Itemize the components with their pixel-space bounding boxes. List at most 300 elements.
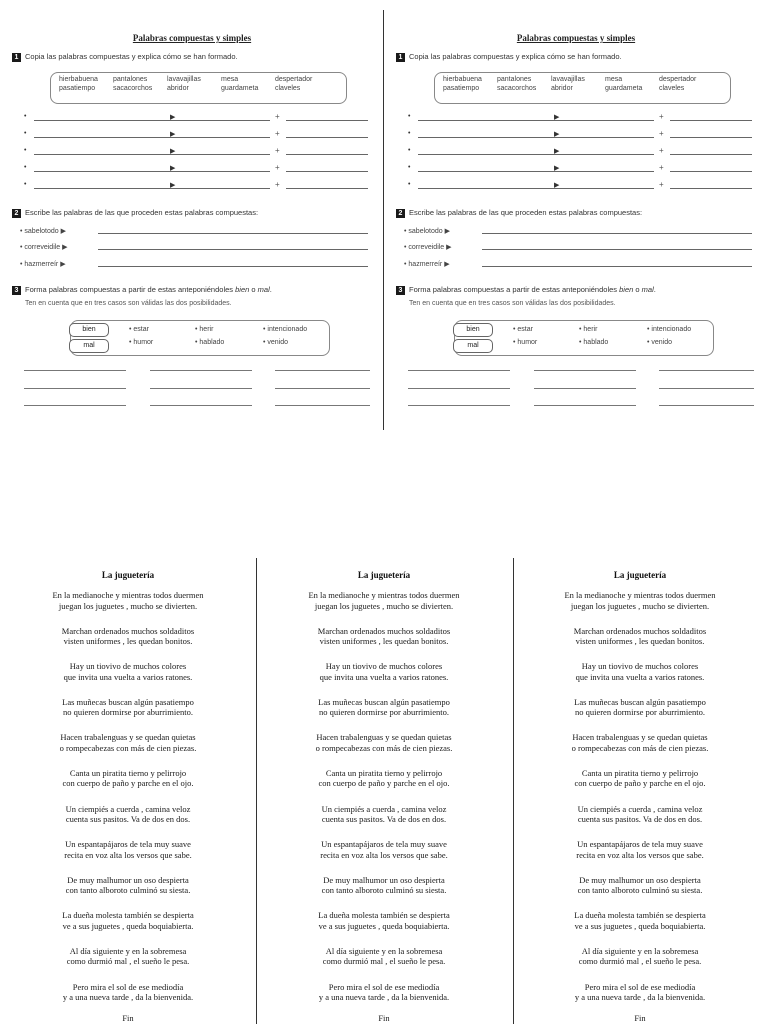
q2-word: sabelotodo bbox=[408, 228, 443, 235]
poem-line: Hacen trabalenguas y se quedan quietas bbox=[316, 732, 452, 743]
bullet: • bbox=[129, 326, 132, 333]
poem-line: Las muñecas buscan algún pasatiempo bbox=[62, 696, 194, 707]
question-number: 3 bbox=[396, 286, 405, 295]
poem-line: En la medianoche y mientras todos duermen bbox=[52, 590, 204, 600]
poem-line: que invita una vuelta a varios ratones. bbox=[63, 671, 193, 682]
poem-column-1 bbox=[0, 560, 256, 1024]
question-3-mal: mal bbox=[641, 285, 654, 294]
prefix-word-text: hablado bbox=[199, 339, 225, 346]
poem-line: Hay un tiovivo de muchos colores bbox=[69, 661, 187, 672]
answer-line[interactable] bbox=[180, 137, 270, 138]
answer-line[interactable] bbox=[98, 233, 368, 234]
question-3-text: Forma palabras compuestas a partir de estas anteponiéndoles bbox=[25, 285, 236, 294]
word-bank-item: claveles bbox=[659, 85, 685, 92]
poem-stanza bbox=[256, 590, 512, 611]
answer-line[interactable] bbox=[670, 171, 752, 172]
poem-stanza bbox=[512, 875, 768, 896]
poem-stanza bbox=[0, 626, 256, 647]
bullet: • bbox=[408, 181, 411, 188]
bullet: • bbox=[195, 339, 198, 346]
question-1-text: Copia las palabras compuestas y explica cómo se han formado. bbox=[409, 52, 622, 61]
prefix-word bbox=[647, 339, 672, 346]
poem-line: no quieren dormirse por aburrimiento. bbox=[574, 707, 706, 718]
question-number: 1 bbox=[12, 53, 21, 62]
answer-line[interactable] bbox=[534, 370, 636, 371]
poem-line: Pero mira el sol de ese mediodía bbox=[72, 981, 184, 992]
prefix-word-text: humor bbox=[517, 339, 538, 346]
answer-line[interactable] bbox=[482, 249, 752, 250]
answer-line[interactable] bbox=[150, 405, 252, 406]
plus-icon: + bbox=[659, 180, 664, 189]
arrow-icon: ▶ bbox=[554, 131, 560, 138]
question-2 bbox=[12, 208, 258, 218]
answer-line[interactable] bbox=[180, 171, 270, 172]
plus-icon: + bbox=[659, 146, 664, 155]
word-bank-item: sacacorchos bbox=[113, 85, 153, 92]
poem-stanza bbox=[256, 626, 512, 647]
prefix-word-text: humor bbox=[133, 339, 154, 346]
bullet: • bbox=[263, 326, 266, 333]
answer-line[interactable] bbox=[418, 120, 568, 121]
worksheet-right bbox=[384, 0, 768, 430]
poem-line: o rompecabezas con más de cien piezas. bbox=[571, 742, 709, 753]
answer-row bbox=[404, 165, 754, 175]
plus-icon: + bbox=[275, 129, 280, 138]
poem-line: como durmió mal , el sueño le pesa. bbox=[322, 956, 446, 967]
question-3-mid: o bbox=[249, 285, 258, 294]
word-bank-item: lavavajillas bbox=[551, 76, 585, 83]
prefix-word bbox=[263, 339, 288, 346]
bullet: • bbox=[24, 164, 27, 171]
prefix-word-text: intencionado bbox=[651, 326, 692, 333]
arrow-icon: ▶ bbox=[62, 244, 68, 251]
answer-line[interactable] bbox=[34, 154, 184, 155]
poem-line: Marchan ordenados muchos soldaditos bbox=[61, 625, 195, 636]
poem-stanza bbox=[0, 804, 256, 825]
prefix-word-text: hablado bbox=[583, 339, 609, 346]
poem-stanza bbox=[256, 697, 512, 718]
arrow-icon: ▶ bbox=[444, 261, 450, 268]
bullet: • bbox=[579, 339, 582, 346]
answer-line[interactable] bbox=[670, 188, 752, 189]
poem-stanza bbox=[512, 590, 768, 611]
poem-line: Un espantapájaros de tela muy suave bbox=[577, 839, 703, 850]
bullet: • bbox=[195, 326, 198, 333]
poem-line: Pero mira el sol de ese mediodía bbox=[328, 981, 440, 992]
poem-stanza bbox=[512, 910, 768, 931]
question-number: 2 bbox=[12, 209, 21, 218]
poem-stanza bbox=[512, 697, 768, 718]
bullet: • bbox=[408, 113, 411, 120]
word-bank-item: guardameta bbox=[605, 85, 643, 92]
word-bank-item: despertador bbox=[659, 76, 697, 83]
answer-line[interactable] bbox=[659, 370, 754, 371]
answer-line[interactable] bbox=[534, 388, 636, 389]
bullet: • bbox=[513, 339, 516, 346]
poem-line: Pero mira el sol de ese mediodía bbox=[584, 981, 696, 992]
poem-stanza bbox=[512, 768, 768, 789]
word-bank-item: pantalones bbox=[113, 76, 148, 83]
answer-line[interactable] bbox=[98, 249, 368, 250]
plus-icon: + bbox=[659, 163, 664, 172]
poem-line: ve a sus juguetes , queda boquiabierta. bbox=[574, 920, 706, 931]
poem-stanza bbox=[512, 946, 768, 967]
poem-line: La dueña molesta también se despierta bbox=[574, 910, 706, 921]
word-bank-item: lavavajillas bbox=[167, 76, 201, 83]
arrow-icon: ▶ bbox=[554, 148, 560, 155]
bullet: • bbox=[647, 339, 650, 346]
answer-line[interactable] bbox=[670, 120, 752, 121]
answer-row bbox=[404, 148, 754, 158]
poem-stanza bbox=[0, 839, 256, 860]
answer-line[interactable] bbox=[670, 154, 752, 155]
word-bank-item: sacacorchos bbox=[497, 85, 537, 92]
poem-line: En la medianoche y mientras todos duermen bbox=[564, 590, 716, 600]
bullet: • bbox=[263, 339, 266, 346]
poem-stanza bbox=[0, 697, 256, 718]
prefix-word bbox=[195, 326, 213, 333]
q2-row bbox=[20, 227, 370, 235]
poem-line: Las muñecas buscan algún pasatiempo bbox=[318, 696, 450, 707]
poem-stanza bbox=[256, 839, 512, 860]
word-bank-item: abridor bbox=[551, 85, 573, 92]
answer-line[interactable] bbox=[408, 405, 510, 406]
plus-icon: + bbox=[275, 180, 280, 189]
word-bank bbox=[59, 76, 329, 92]
poem-line: cuenta sus pasitos. Va de dos en dos. bbox=[65, 814, 191, 825]
prefix-word-text: estar bbox=[133, 326, 149, 333]
answer-line[interactable] bbox=[286, 171, 368, 172]
answer-line[interactable] bbox=[408, 388, 510, 389]
q2-word: hazmerreír bbox=[408, 261, 443, 268]
q2-row bbox=[404, 260, 754, 268]
word-bank-item: hierbabuena bbox=[59, 76, 98, 83]
word-bank-box bbox=[50, 72, 347, 104]
poem-line: Canta un piratita tierno y pelirrojo bbox=[325, 767, 443, 778]
poem-line: visten uniformes , les quedan bonitos. bbox=[319, 636, 449, 647]
answer-line[interactable] bbox=[24, 405, 126, 406]
answer-row bbox=[20, 148, 370, 158]
question-2 bbox=[396, 208, 642, 218]
arrow-icon: ▶ bbox=[446, 244, 452, 251]
q2-row bbox=[20, 243, 370, 251]
poem-end: Fin bbox=[378, 1013, 390, 1024]
question-number: 3 bbox=[12, 286, 21, 295]
prefix-word bbox=[513, 339, 537, 346]
answer-line[interactable] bbox=[24, 388, 126, 389]
word-bank-item: guardameta bbox=[221, 85, 259, 92]
question-number: 2 bbox=[396, 209, 405, 218]
poem-line: como durmió mal , el sueño le pesa. bbox=[578, 956, 702, 967]
prefix-mal: mal bbox=[69, 339, 109, 353]
poem-stanza bbox=[512, 839, 768, 860]
bullet: • bbox=[404, 244, 407, 251]
bullet: • bbox=[24, 130, 27, 137]
q2-word: sabelotodo bbox=[24, 228, 59, 235]
word-bank-item: pasatiempo bbox=[59, 85, 96, 92]
poem-line: con tanto alboroto culminó su siesta. bbox=[321, 885, 447, 896]
poem-line: ve a sus juguetes , queda boquiabierta. bbox=[62, 920, 194, 931]
poem-line: no quieren dormirse por aburrimiento. bbox=[318, 707, 450, 718]
poem-line: cuenta sus pasitos. Va de dos en dos. bbox=[321, 814, 447, 825]
answer-line[interactable] bbox=[564, 188, 654, 189]
plus-icon: + bbox=[275, 112, 280, 121]
answer-line[interactable] bbox=[34, 137, 184, 138]
poem-line: Al día siguiente y en la sobremesa bbox=[581, 945, 699, 956]
bullet: • bbox=[24, 147, 27, 154]
poem-stanza bbox=[256, 768, 512, 789]
answer-line[interactable] bbox=[408, 370, 510, 371]
prefix-word-text: herir bbox=[583, 326, 598, 333]
prefix-word bbox=[129, 326, 149, 333]
poem-line: cuenta sus pasitos. Va de dos en dos. bbox=[577, 814, 703, 825]
question-3-mid: o bbox=[633, 285, 642, 294]
poem-stanza bbox=[256, 946, 512, 967]
answer-row bbox=[404, 114, 754, 124]
answer-row bbox=[404, 131, 754, 141]
answer-line[interactable] bbox=[180, 120, 270, 121]
answer-line[interactable] bbox=[482, 233, 752, 234]
worksheet-title: Palabras compuestas y simples bbox=[132, 33, 252, 43]
arrow-icon: ▶ bbox=[60, 261, 66, 268]
arrow-icon: ▶ bbox=[170, 182, 176, 189]
answer-line[interactable] bbox=[418, 188, 568, 189]
poem-line: De muy malhumor un oso despierta bbox=[579, 874, 701, 885]
poem-line: con cuerpo de paño y parche en el ojo. bbox=[574, 778, 706, 789]
poem-stanza bbox=[256, 875, 512, 896]
word-bank-item: hierbabuena bbox=[443, 76, 482, 83]
bullet: • bbox=[408, 130, 411, 137]
answer-line[interactable] bbox=[275, 370, 370, 371]
poem-line: como durmió mal , el sueño le pesa. bbox=[66, 956, 190, 967]
prefix-bien: bien bbox=[453, 323, 493, 337]
bullet: • bbox=[513, 326, 516, 333]
prefix-word-text: herir bbox=[199, 326, 214, 333]
poem-column-2 bbox=[256, 560, 512, 1024]
poem-stanza bbox=[512, 982, 768, 1003]
answer-line[interactable] bbox=[418, 154, 568, 155]
answer-row bbox=[20, 182, 370, 192]
poem-line: Al día siguiente y en la sobremesa bbox=[325, 945, 443, 956]
poem-line: recita en voz alta los versos que sabe. bbox=[64, 849, 192, 860]
answer-line[interactable] bbox=[564, 120, 654, 121]
poem-line: Hacen trabalenguas y se quedan quietas bbox=[572, 732, 708, 743]
answer-line[interactable] bbox=[150, 388, 252, 389]
poem-stanza bbox=[512, 732, 768, 753]
poem-line: De muy malhumor un oso despierta bbox=[67, 874, 189, 885]
q2-word: hazmerreír bbox=[24, 261, 59, 268]
poem-line: Hay un tiovivo de muchos colores bbox=[581, 661, 699, 672]
answer-line[interactable] bbox=[534, 405, 636, 406]
poem-line: Marchan ordenados muchos soldaditos bbox=[573, 625, 707, 636]
answer-line[interactable] bbox=[98, 266, 368, 267]
plus-icon: + bbox=[659, 112, 664, 121]
prefix-word bbox=[647, 326, 691, 333]
word-bank-item: abridor bbox=[167, 85, 189, 92]
answer-line[interactable] bbox=[34, 120, 184, 121]
word-bank bbox=[443, 76, 713, 92]
answer-row bbox=[20, 114, 370, 124]
poem-line: De muy malhumor un oso despierta bbox=[323, 874, 445, 885]
poem-stanza bbox=[0, 910, 256, 931]
prefix-box bbox=[70, 320, 330, 356]
q2-word: correveidile bbox=[24, 244, 61, 251]
poem-line: con cuerpo de paño y parche en el ojo. bbox=[62, 778, 194, 789]
answer-line[interactable] bbox=[659, 388, 754, 389]
poem-line: y a una nueva tarde , da la bienvenida. bbox=[318, 992, 450, 1003]
poem-stanza bbox=[512, 661, 768, 682]
poem-line: Hacen trabalenguas y se quedan quietas bbox=[60, 732, 196, 743]
poem-column-3 bbox=[512, 560, 768, 1024]
poem-line: visten uniformes , les quedan bonitos. bbox=[575, 636, 705, 647]
q2-word: correveidile bbox=[408, 244, 445, 251]
poem-end: Fin bbox=[122, 1013, 134, 1024]
poem-title: La juguetería bbox=[357, 570, 411, 580]
poem-line: recita en voz alta los versos que sabe. bbox=[576, 849, 704, 860]
question-3-bien: bien bbox=[235, 285, 250, 294]
answer-line[interactable] bbox=[180, 188, 270, 189]
poem-stanza bbox=[256, 661, 512, 682]
answer-line[interactable] bbox=[418, 137, 568, 138]
poem-line: ve a sus juguetes , queda boquiabierta. bbox=[318, 920, 450, 931]
question-2-text: Escribe las palabras de las que proceden estas palabras compuestas: bbox=[25, 208, 259, 217]
poem-line: y a una nueva tarde , da la bienvenida. bbox=[62, 992, 194, 1003]
prefix-word bbox=[195, 339, 224, 346]
question-3-bien: bien bbox=[619, 285, 634, 294]
word-bank-box bbox=[434, 72, 731, 104]
poem-end: Fin bbox=[634, 1013, 646, 1024]
question-3-note: Ten en cuenta que en tres casos son válidas las dos posibilidades. bbox=[25, 300, 232, 307]
question-3-mal: mal bbox=[257, 285, 270, 294]
bullet: • bbox=[24, 113, 27, 120]
plus-icon: + bbox=[275, 146, 280, 155]
poem-line: La dueña molesta también se despierta bbox=[318, 910, 450, 921]
worksheet-title: Palabras compuestas y simples bbox=[516, 33, 636, 43]
bullet: • bbox=[579, 326, 582, 333]
bullet: • bbox=[20, 261, 23, 268]
answer-line[interactable] bbox=[286, 120, 368, 121]
prefix-word-text: estar bbox=[517, 326, 533, 333]
answer-line[interactable] bbox=[286, 188, 368, 189]
prefix-mal: mal bbox=[453, 339, 493, 353]
answer-line[interactable] bbox=[34, 171, 184, 172]
word-bank-item: pantalones bbox=[497, 76, 532, 83]
prefix-word bbox=[263, 326, 307, 333]
q2-row bbox=[20, 260, 370, 268]
poem-line: o rompecabezas con más de cien piezas. bbox=[315, 742, 453, 753]
answer-line[interactable] bbox=[659, 405, 754, 406]
poem-stanza bbox=[0, 982, 256, 1003]
arrow-icon: ▶ bbox=[554, 165, 560, 172]
worksheet-divider bbox=[383, 10, 384, 430]
answer-line[interactable] bbox=[482, 266, 752, 267]
arrow-icon: ▶ bbox=[554, 114, 560, 121]
poem-stanza bbox=[256, 982, 512, 1003]
poem-line: no quieren dormirse por aburrimiento. bbox=[62, 707, 194, 718]
plus-icon: + bbox=[275, 163, 280, 172]
question-3-post: . bbox=[653, 285, 656, 294]
answer-line[interactable] bbox=[564, 137, 654, 138]
bullet: • bbox=[20, 244, 23, 251]
answer-line[interactable] bbox=[34, 188, 184, 189]
poem-line: recita en voz alta los versos que sabe. bbox=[320, 849, 448, 860]
poem-stanza bbox=[0, 661, 256, 682]
prefix-word bbox=[579, 326, 597, 333]
question-3-text: Forma palabras compuestas a partir de estas anteponiéndoles bbox=[409, 285, 620, 294]
arrow-icon: ▶ bbox=[170, 114, 176, 121]
poem-line: juegan los juguetes , mucho se divierten. bbox=[314, 600, 454, 611]
answer-line[interactable] bbox=[180, 154, 270, 155]
arrow-icon: ▶ bbox=[60, 228, 67, 235]
question-2-text: Escribe las palabras de las que proceden estas palabras compuestas: bbox=[409, 208, 643, 217]
poem-line: Canta un piratita tierno y pelirrojo bbox=[69, 767, 187, 778]
bullet: • bbox=[647, 326, 650, 333]
poem-line: o rompecabezas con más de cien piezas. bbox=[59, 742, 197, 753]
answer-line[interactable] bbox=[670, 137, 752, 138]
bullet: • bbox=[129, 339, 132, 346]
answer-line[interactable] bbox=[24, 370, 126, 371]
answer-line[interactable] bbox=[564, 154, 654, 155]
arrow-icon: ▶ bbox=[170, 165, 176, 172]
bullet: • bbox=[408, 164, 411, 171]
poem-line: Hay un tiovivo de muchos colores bbox=[325, 661, 443, 672]
prefix-word bbox=[579, 339, 608, 346]
poem-stanza bbox=[256, 732, 512, 753]
poem-title: La juguetería bbox=[613, 570, 667, 580]
prefix-bien: bien bbox=[69, 323, 109, 337]
answer-row bbox=[404, 182, 754, 192]
poem-line: visten uniformes , les quedan bonitos. bbox=[63, 636, 193, 647]
answer-line[interactable] bbox=[286, 154, 368, 155]
arrow-icon: ▶ bbox=[444, 228, 451, 235]
poem-line: Un ciempiés a cuerda , camina veloz bbox=[65, 803, 191, 814]
question-1 bbox=[12, 52, 238, 62]
poem-line: En la medianoche y mientras todos duermen bbox=[308, 590, 460, 600]
word-bank-item: despertador bbox=[275, 76, 313, 83]
bullet: • bbox=[404, 261, 407, 268]
prefix-word-text: venido bbox=[651, 339, 673, 346]
poem-line: que invita una vuelta a varios ratones. bbox=[319, 671, 449, 682]
answer-row bbox=[20, 131, 370, 141]
poem-line: que invita una vuelta a varios ratones. bbox=[575, 671, 705, 682]
question-3 bbox=[12, 285, 272, 295]
poem-line: y a una nueva tarde , da la bienvenida. bbox=[574, 992, 706, 1003]
answer-line[interactable] bbox=[286, 137, 368, 138]
question-1-text: Copia las palabras compuestas y explica cómo se han formado. bbox=[25, 52, 238, 61]
poem-stanza bbox=[0, 946, 256, 967]
poem-line: La dueña molesta también se despierta bbox=[62, 910, 194, 921]
poem-stanza bbox=[256, 910, 512, 931]
poem-line: Un ciempiés a cuerda , camina veloz bbox=[321, 803, 447, 814]
arrow-icon: ▶ bbox=[170, 131, 176, 138]
poem-line: Al día siguiente y en la sobremesa bbox=[69, 945, 187, 956]
poem-line: Marchan ordenados muchos soldaditos bbox=[317, 625, 451, 636]
worksheet-left bbox=[0, 0, 384, 430]
answer-line[interactable] bbox=[418, 171, 568, 172]
poem-stanza bbox=[0, 768, 256, 789]
answer-line[interactable] bbox=[564, 171, 654, 172]
question-1 bbox=[396, 52, 622, 62]
word-bank-item: mesa bbox=[605, 76, 623, 83]
prefix-word-text: intencionado bbox=[267, 326, 308, 333]
answer-line[interactable] bbox=[275, 405, 370, 406]
poem-line: con cuerpo de paño y parche en el ojo. bbox=[318, 778, 450, 789]
answer-line[interactable] bbox=[275, 388, 370, 389]
q2-row bbox=[404, 243, 754, 251]
answer-line[interactable] bbox=[150, 370, 252, 371]
poem-stanza bbox=[0, 590, 256, 611]
prefix-word bbox=[513, 326, 533, 333]
